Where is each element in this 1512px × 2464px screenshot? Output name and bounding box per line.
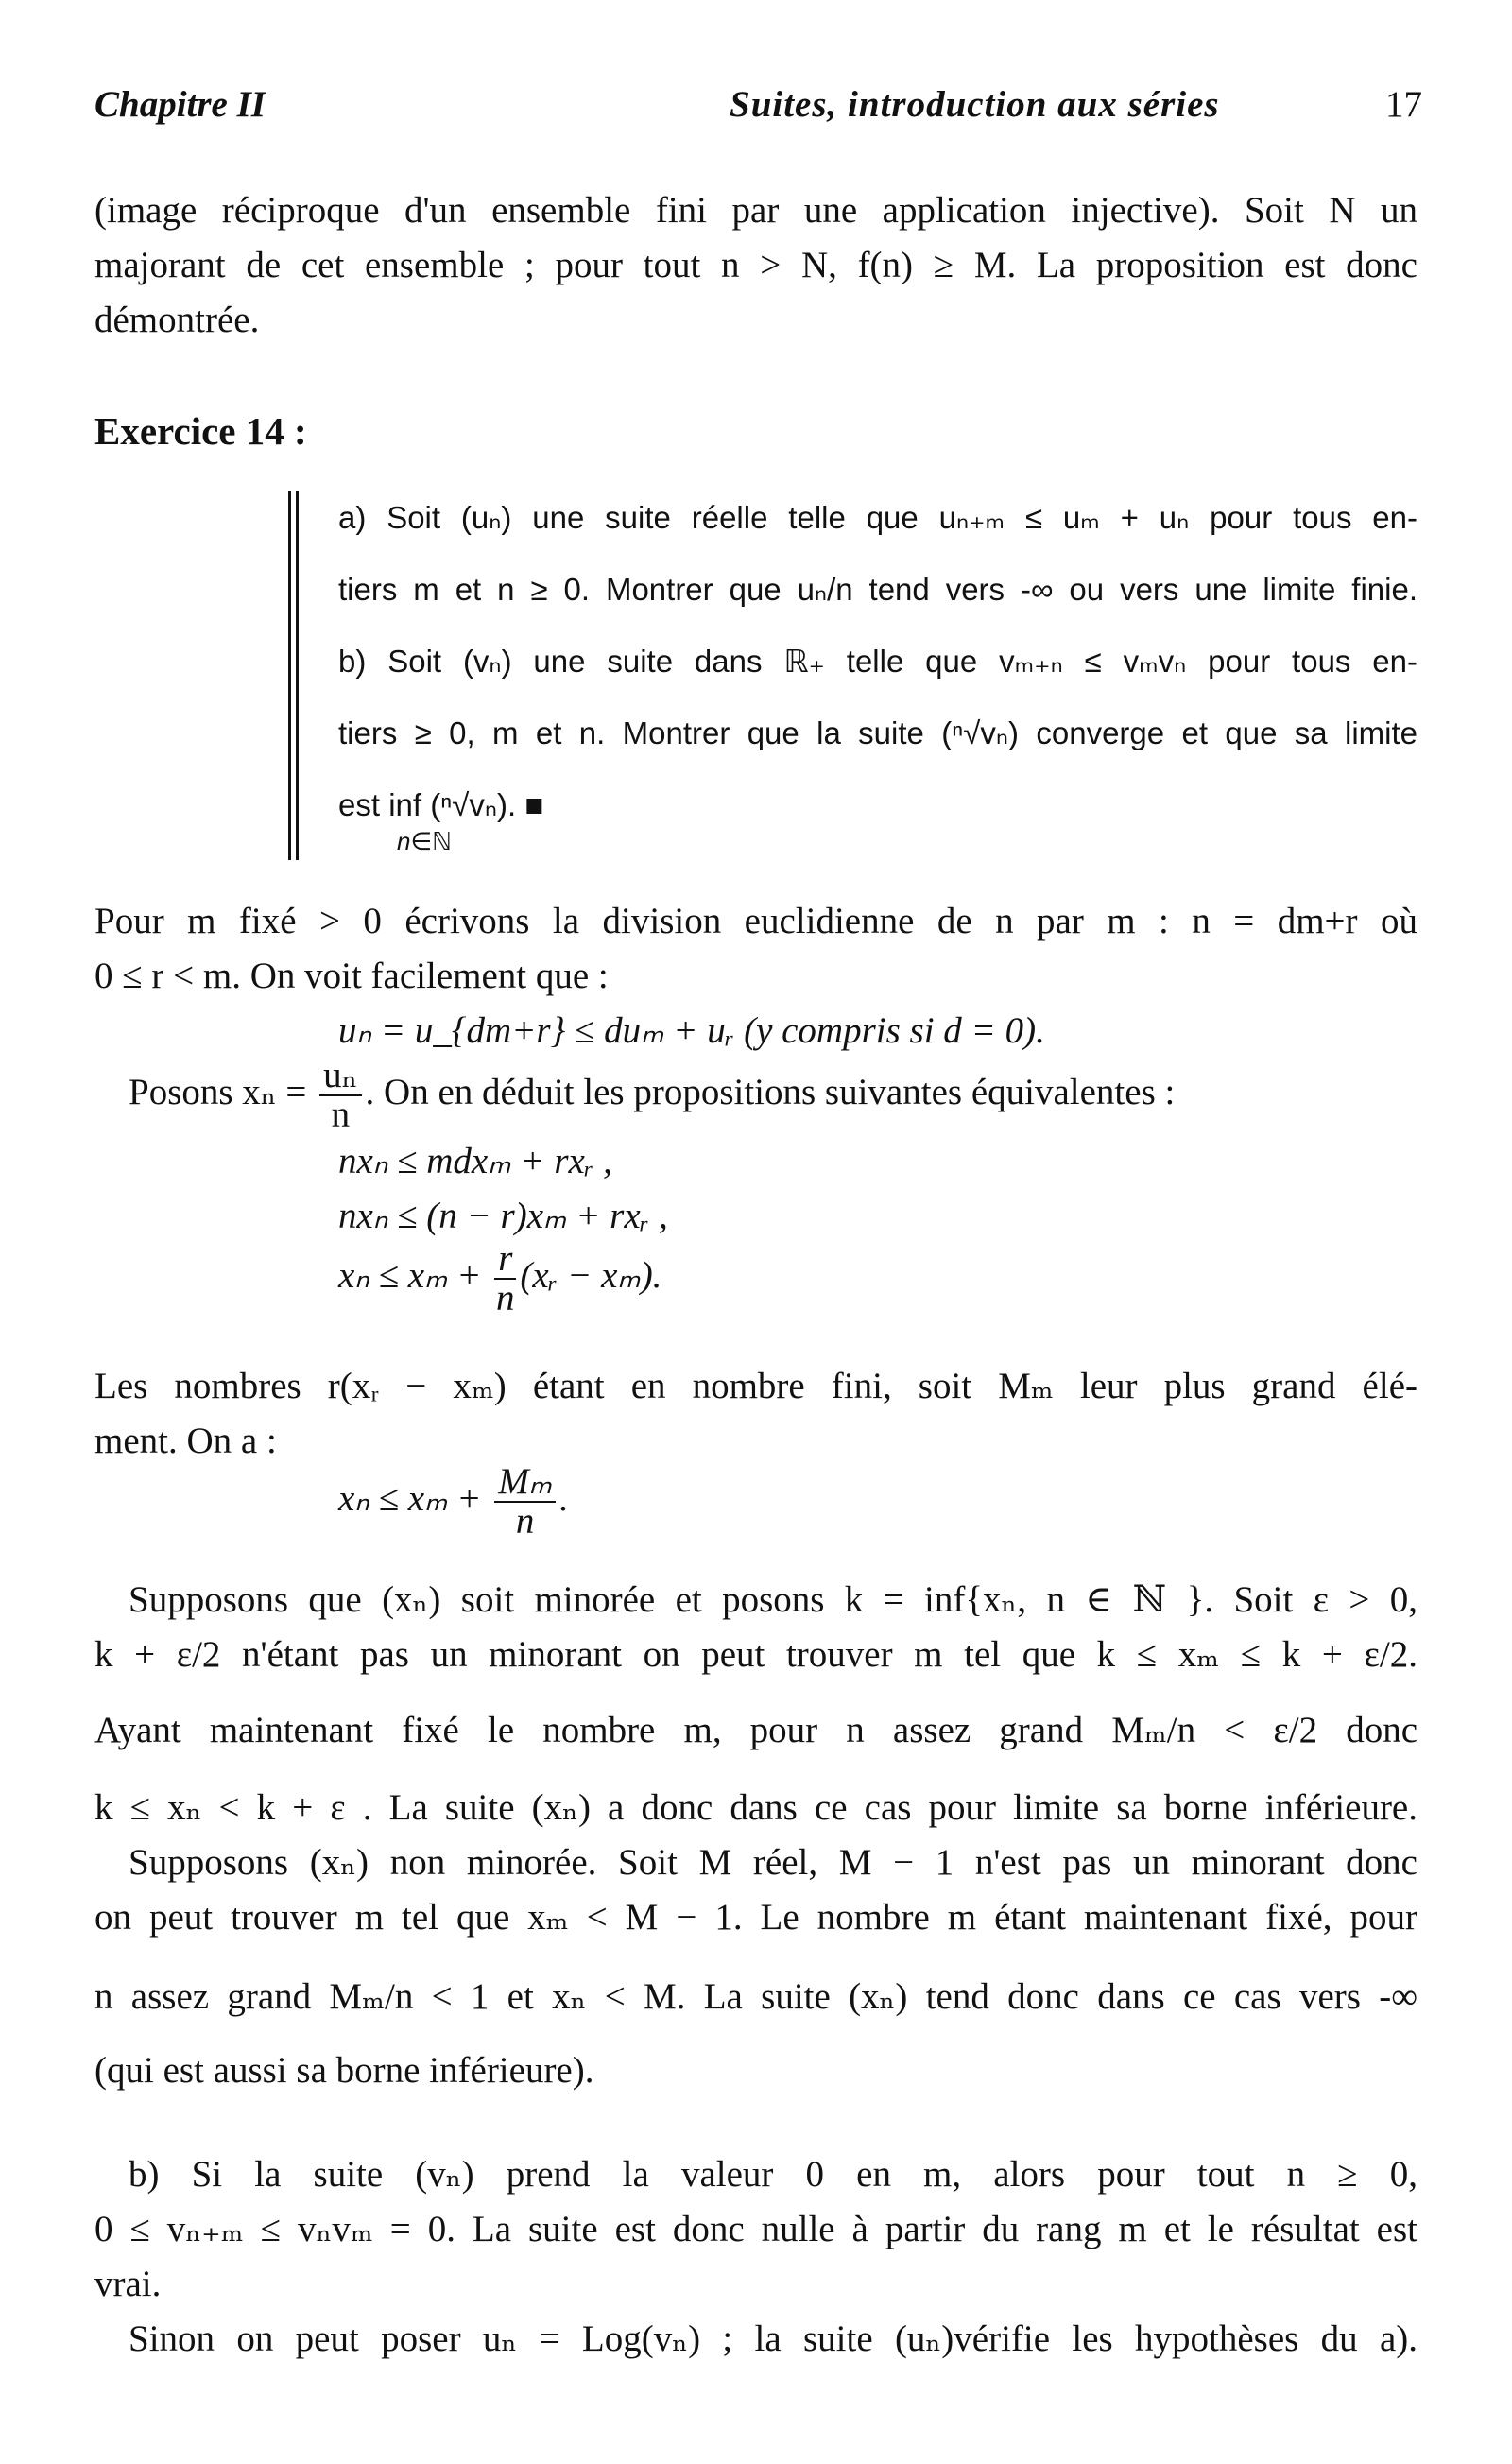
exercise-line-1: a) Soit (uₙ) une suite réelle telle que uₙ₊ₘ ≤ uₘ + uₙ pour tous en-	[338, 500, 1418, 535]
intro-line-3: démontrée.	[94, 300, 260, 340]
sol-p5-line-1: b) Si la suite (vₙ) prend la valeur 0 en m, alors pour tout n ≥ 0,	[129, 2154, 1418, 2195]
intro-line-2: majorant de cet ensemble ; pour tout n > N, f(n) ≥ M. La proposition est donc	[94, 245, 1418, 285]
inf-subscript: n∈ℕ	[397, 827, 452, 855]
sol-p3-line-3: Ayant maintenant fixé le nombre m, pour n assez grand Mₘ/n < ε/2 donc	[94, 1710, 1418, 1750]
sol-p3-line-2: k + ε/2 n'étant pas un minorant on peut trouver m tel que k ≤ xₘ ≤ k + ε/2.	[94, 1634, 1418, 1675]
sol-p2-line-1: Les nombres r(xᵣ − xₘ) étant en nombre fini, soit Mₘ leur plus grand élé-	[94, 1366, 1418, 1406]
sol-p4-line-4: (qui est aussi sa borne inférieure).	[94, 2050, 594, 2091]
sol-p3-line-1: Supposons que (xₙ) soit minorée et posons k = inf{xₙ, n ∈ ℕ }. Soit ε > 0,	[129, 1579, 1418, 1620]
exercise-line-2: tiers m et n ≥ 0. Montrer que uₙ/n tend vers -∞ ou vers une limite finie.	[338, 572, 1418, 607]
exercise-statement	[338, 482, 1418, 855]
sol-p5-line-3: vrai.	[94, 2264, 162, 2304]
sol-p3-line-4: k ≤ xₙ < k + ε . La suite (xₙ) a donc dans ce cas pour limite sa borne inférieure.	[94, 1787, 1418, 1828]
equation-2: nxₙ ≤ mdxₘ + rxᵣ ,	[338, 1141, 612, 1181]
fraction-un-over-n: $\frac{\text{uₙ}}{n}$	[319, 1057, 361, 1134]
sol-p1-line-2: 0 ≤ r < m. On voit facilement que :	[94, 956, 609, 996]
chapter-title: Chapitre II	[94, 84, 266, 125]
sol-p6: Sinon on peut poser uₙ = Log(vₙ) ; la suite (uₙ)vérifie les hypothèses du a).	[129, 2318, 1418, 2359]
equation-1: uₙ = u_{dm+r} ≤ duₘ + uᵣ (y compris si d = 0).	[338, 1010, 1045, 1051]
sol-p4-line-2: on peut trouver m tel que xₘ < M − 1. Le nombre m étant maintenant fixé, pour	[94, 1897, 1418, 1938]
section-title: Suites, introduction aux séries	[730, 84, 1220, 125]
exercise-line-5: est inf (ⁿ√vₙ). ■ n∈ℕ	[338, 769, 1418, 841]
equation-5: xₙ ≤ xₘ + $\frac{\text{Mₘ}}{n}$ .	[338, 1461, 569, 1542]
equation-4: xₙ ≤ xₘ + $\frac{r}{n}$ (xᵣ − xₘ).	[338, 1238, 662, 1318]
sol-p4-line-1: Supposons (xₙ) non minorée. Soit M réel, M − 1 n'est pas un minorant donc	[129, 1842, 1418, 1883]
intro-line-1: (image réciproque d'un ensemble fini par une application injective). Soit N un	[94, 190, 1418, 231]
page-number: 17	[1385, 84, 1422, 125]
exercise-title: Exercice 14 :	[94, 409, 307, 453]
exercise-frame-bar	[288, 491, 299, 860]
sol-p4-line-3: n assez grand Mₘ/n < 1 et xₙ < M. La suite (xₙ) tend donc dans ce cas vers -∞	[94, 1976, 1418, 2017]
posons-line: Posons xₙ = $\frac{\text{uₙ}}{n}$ . On en déduit les propositions suivantes équivalentes :	[129, 1055, 1176, 1135]
exercise-line-4: tiers ≥ 0, m et n. Montrer que la suite (ⁿ√vₙ) converge et que sa limite	[338, 715, 1418, 750]
sol-p5-line-2: 0 ≤ vₙ₊ₘ ≤ vₙvₘ = 0. La suite est donc nulle à partir du rang m et le résultat est	[94, 2209, 1418, 2249]
equation-3: nxₙ ≤ (n − r)xₘ + rxᵣ ,	[338, 1196, 668, 1236]
sol-p2-line-2: ment. On a :	[94, 1421, 277, 1461]
sol-p1-line-1: Pour m fixé > 0 écrivons la division euclidienne de n par m : n = dm+r où	[94, 901, 1418, 941]
exercise-line-3: b) Soit (vₙ) une suite dans ℝ₊ telle que vₘ₊ₙ ≤ vₘvₙ pour tous en-	[338, 644, 1418, 679]
